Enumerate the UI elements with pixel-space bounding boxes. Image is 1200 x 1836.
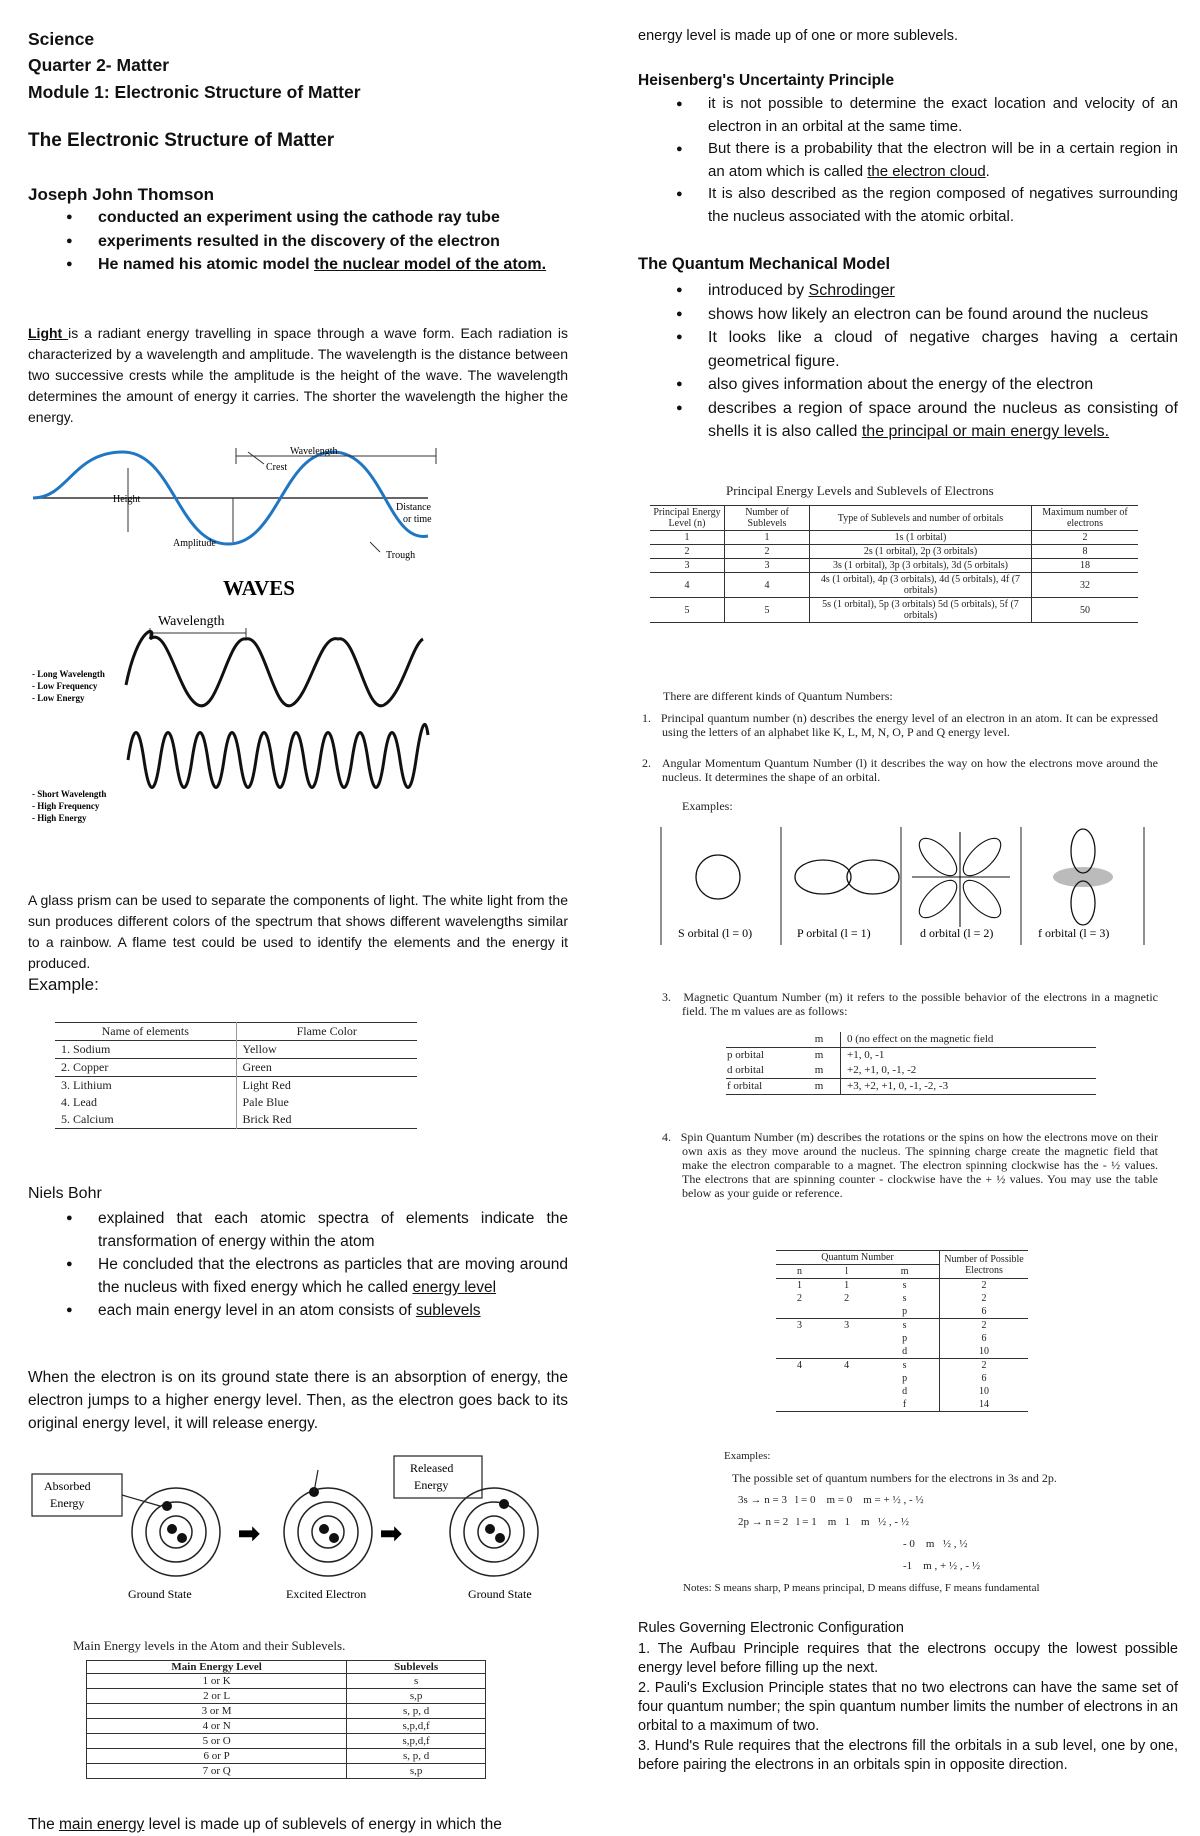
sublevel-cell: s,p,d,f [402, 1735, 430, 1747]
thomson-b3-underlined: the nuclear model of the atom. [314, 256, 547, 273]
magnetic-cell: d orbital [727, 1064, 764, 1076]
qn-cell [823, 1385, 870, 1398]
list-item [28, 206, 568, 230]
q1-number: 1. [642, 711, 661, 725]
bohr-b3-underlined: sublevels [415, 1302, 481, 1319]
low-energy-label: - Low Energy [32, 693, 85, 703]
table-row [776, 1305, 1028, 1319]
principal-header: Principal Energy Level (n) [650, 506, 725, 531]
list-item [28, 253, 568, 277]
absorbed-label-2: Energy [50, 1496, 85, 1510]
sublevel-cell: s [413, 1675, 419, 1687]
table-row [87, 1704, 486, 1719]
atom-ground-state-1 [132, 1488, 220, 1576]
thomson-b1: conducted an experiment using the cathode ray tube [98, 209, 500, 226]
prism-paragraph: A glass prism can be used to separate the components of light. The white light from the sun produces different colors of the spectrum that shows different wavelengths similar to a rainbow. A flame test could be used to identify the elements and the energy it produced. [28, 892, 568, 971]
table-row [650, 598, 1138, 623]
table-row [87, 1674, 486, 1689]
waves-figure [28, 575, 458, 855]
qn-cell: 3 [797, 1320, 803, 1331]
long-wavelength-label: - Long Wavelength [32, 669, 105, 679]
magnetic-cell: m [798, 1079, 841, 1095]
qn-header-group: Quantum Number [776, 1251, 940, 1265]
qn-example-row: - 0 m ½ , ½ [903, 1538, 968, 1550]
table-row [55, 1111, 417, 1129]
table-row [87, 1719, 486, 1734]
waves-title: WAVES [223, 576, 295, 600]
principal-cell: 4s (1 orbital), 4p (3 orbitals), 4d (5 orbitals), 4f (7 orbitals) [810, 573, 1032, 598]
principal-cell: 3 [650, 559, 725, 573]
principal-cell: 8 [1082, 546, 1088, 557]
qn-cell: 10 [979, 1346, 989, 1357]
rule-hund: 3. Hund's Rule requires that the electrons fill the orbitals in a sub level, one by one, before pairing the electrons in an orbitals spin in opposite direction. [638, 1738, 1178, 1773]
short-wavelength-label: - Short Wavelength [32, 789, 107, 799]
light-term: Light [28, 325, 69, 341]
table-row [776, 1292, 1028, 1305]
heisenberg-b2-underlined: the electron cloud [867, 162, 986, 180]
waves-wavelength-label: Wavelength [158, 614, 225, 629]
bohr-b1: explained that each atomic spectra of elements indicate the transformation of energy within the atom [98, 1210, 568, 1250]
flame-cell: Green [242, 1060, 272, 1074]
qn-cell [823, 1372, 870, 1385]
qmm-heading: The Quantum Mechanical Model [638, 255, 891, 273]
high-frequency-label: - High Frequency [32, 801, 100, 811]
table-row [726, 1063, 1096, 1079]
atom-excited [284, 1470, 372, 1576]
qn-cell: s [870, 1359, 939, 1373]
low-frequency-label: - Low Frequency [32, 681, 98, 691]
heisenberg-b1: it is not possible to determine the exact location and velocity of an electron in an orbital at the same time. [708, 95, 1178, 135]
sublevel-cell: s,p [409, 1765, 423, 1777]
rules-heading: Rules Governing Electronic Configuration [638, 1620, 904, 1636]
principal-header: Number of Sublevels [725, 506, 810, 531]
magnetic-cell: 0 (no effect on the magnetic field [847, 1033, 994, 1045]
wave-time-label: or time [403, 514, 432, 525]
principal-cell: 4 [650, 573, 725, 598]
qn-examples-intro: The possible set of quantum numbers for the electrons in 3s and 2p. [732, 1471, 1057, 1485]
level-cell: 1 or K [87, 1674, 347, 1689]
qn-cell: f [870, 1398, 939, 1412]
qn-header-electrons: Number of Possible Electrons [944, 1253, 1024, 1276]
level-cell: 4 or N [87, 1719, 347, 1734]
level-cell: 5 or O [87, 1734, 347, 1749]
qn-cell [776, 1332, 823, 1345]
level-cell: 6 or P [87, 1749, 347, 1764]
short-wave-path [128, 724, 428, 787]
qn-header-n: n [797, 1266, 803, 1277]
list-item [638, 183, 1178, 228]
flame-header-color: Flame Color [296, 1024, 357, 1038]
flame-cell: 1. Sodium [55, 1041, 236, 1059]
table-row [776, 1385, 1028, 1398]
list-item [28, 1299, 568, 1322]
principal-cell: 2s (1 orbital), 2p (3 orbitals) [810, 545, 1032, 559]
magnetic-cell: +3, +2, +1, 0, -1, -2, -3 [847, 1080, 949, 1092]
flame-cell: Pale Blue [242, 1095, 289, 1109]
principal-header: Type of Sublevels and number of orbitals [810, 506, 1032, 531]
flame-cell: 3. Lithium [55, 1077, 236, 1095]
table-row [776, 1398, 1028, 1412]
magnetic-cell: p orbital [727, 1049, 764, 1061]
page-title: The Electronic Structure of Matter [28, 130, 335, 151]
rule-aufbau: 1. The Aufbau Principle requires that the electrons occupy the lowest possible energy level before filling up the next. [638, 1641, 1178, 1676]
qn-cell: p [870, 1372, 939, 1385]
qn-cell: 1 [844, 1280, 850, 1291]
heisenberg-heading: Heisenberg's Uncertainty Principle [638, 72, 895, 89]
released-label-2: Energy [414, 1478, 449, 1492]
table-row [776, 1279, 1028, 1293]
principal-cell: 2 [725, 545, 810, 559]
module-title: Module 1: Electronic Structure of Matter [28, 82, 361, 102]
table-row [87, 1734, 486, 1749]
qn-cell [776, 1372, 823, 1385]
released-label-1: Released [410, 1461, 454, 1475]
qn-cell [776, 1398, 823, 1412]
heisenberg-b2-post: . [985, 162, 990, 180]
p-orbital-shape [795, 860, 899, 894]
magnetic-cell: f orbital [727, 1080, 763, 1092]
heisenberg-b3: It is also described as the region composed of negatives surrounding the nucleus associated with the atomic orbital. [708, 185, 1178, 225]
qn-cell [823, 1398, 870, 1412]
thomson-heading: Joseph John Thomson [28, 185, 215, 204]
q1-text: Principal quantum number (n) describes the energy level of an electron in an atom. It can be expressed using the letters of an alphabet like K, L, M, N, O, P and Q energy level. [660, 711, 1158, 739]
bohr-b2-underlined: energy level [412, 1279, 497, 1296]
table-row [650, 573, 1138, 598]
principal-cell: 5 [650, 598, 725, 623]
list-item [638, 397, 1178, 444]
thomson-list [28, 206, 568, 277]
arrow-right-icon: ➡ [380, 1518, 402, 1548]
qmm-b3: It looks like a cloud of negative charges having a certain geometrical figure. [708, 329, 1178, 370]
table-row [776, 1332, 1028, 1345]
wave-amplitude-label: Amplitude [173, 538, 216, 549]
qmm-b1: introduced by [708, 282, 809, 299]
heisenberg-list [638, 93, 1178, 228]
list-item [638, 93, 1178, 138]
magnetic-cell: +2, +1, 0, -1, -2 [847, 1064, 917, 1076]
table-row [650, 559, 1138, 573]
table-row [776, 1359, 1028, 1373]
flame-cell: Light Red [242, 1078, 291, 1092]
qmm-b4: also gives information about the energy of the electron [708, 376, 1094, 393]
principal-cell: 32 [1080, 579, 1090, 591]
qn-cell: 2 [981, 1293, 987, 1304]
qn-cell: 4 [844, 1360, 850, 1371]
table-row [650, 531, 1138, 545]
caption-ground-state-1: Ground State [128, 1587, 192, 1601]
q2-text: Angular Momentum Quantum Number (l) it describes the way on how the electrons move around the nucleus. It determines the shape of an orbital. [661, 756, 1158, 784]
qn-cell: 6 [981, 1306, 987, 1317]
quantum-numbers-intro: There are different kinds of Quantum Numbers: [663, 689, 893, 703]
d-orbital-shape [912, 832, 1010, 927]
magnetic-cell: m [798, 1048, 841, 1064]
qn-cell: 14 [979, 1399, 989, 1410]
list-item [28, 1253, 568, 1299]
absorbed-label-1: Absorbed [44, 1479, 91, 1493]
qn-cell: 4 [797, 1360, 803, 1371]
level-cell: 7 or Q [87, 1764, 347, 1779]
light-paragraph [28, 323, 568, 428]
table-row [87, 1689, 486, 1704]
list-item [638, 138, 1178, 183]
principal-cell: 4 [725, 573, 810, 598]
main-energy-paragraph [28, 1813, 568, 1836]
q3-paragraph [662, 990, 1158, 1018]
list-item [638, 373, 1178, 397]
main-energy-pre: The [28, 1816, 60, 1833]
q2-number: 2. [642, 756, 662, 770]
qmm-b1-underlined: Schrodinger [808, 282, 895, 299]
qn-header-m: m [870, 1265, 939, 1279]
qmm-b2: shows how likely an electron can be found around the nucleus [708, 305, 1149, 323]
caption-ground-state-2: Ground State [468, 1587, 532, 1601]
qn-cell [823, 1332, 870, 1345]
wave-wavelength-label: Wavelength [290, 446, 338, 457]
p-orbital-label: P orbital (l = 1) [797, 926, 871, 940]
caption-excited-electron: Excited Electron [286, 1587, 367, 1601]
wave-trough-label: Trough [386, 550, 416, 561]
table-row [776, 1345, 1028, 1359]
qmm-b5-underlined: the principal or main energy levels. [861, 423, 1110, 440]
q3-number: 3. [662, 990, 684, 1004]
principal-cell: 2 [650, 545, 725, 559]
flame-cell: 2. Copper [55, 1059, 236, 1077]
main-energy-post: level is made up of sublevels of energy in which the [144, 1816, 502, 1833]
table-row [55, 1059, 417, 1077]
qn-header-l: l [845, 1266, 849, 1277]
table-row [726, 1048, 1096, 1064]
principal-table-caption: Principal Energy Levels and Sublevels of Electrons [726, 483, 994, 498]
qn-cell: 10 [979, 1386, 989, 1397]
high-energy-label: - High Energy [32, 813, 87, 823]
flame-cell: Brick Red [242, 1112, 292, 1126]
table-row [55, 1041, 417, 1059]
s-orbital-shape [696, 855, 740, 899]
thomson-b3: He named his atomic model [98, 256, 315, 273]
principal-cell: 3s (1 orbital), 3p (3 orbitals), 3d (5 orbitals) [810, 559, 1032, 573]
principal-cell: 18 [1080, 560, 1090, 571]
sublevel-cell: s,p [409, 1690, 423, 1702]
qn-cell: 6 [981, 1373, 987, 1384]
qn-cell: d [870, 1345, 939, 1359]
list-item [638, 303, 1178, 327]
qn-cell: 2 [981, 1280, 987, 1291]
qn-cell: s [870, 1279, 939, 1293]
wave-crest-label: Crest [266, 462, 288, 473]
main-energy-underlined: main energy [59, 1816, 145, 1833]
qn-cell [823, 1305, 870, 1319]
qn-cell: 2 [797, 1293, 803, 1304]
principal-cell: 1s (1 orbital) [810, 531, 1032, 545]
arrow-right-icon: ➡ [238, 1518, 260, 1548]
magnetic-cell: +1, 0, -1 [847, 1049, 885, 1061]
table-row [55, 1094, 417, 1111]
d-orbital-label: d orbital (l = 2) [920, 926, 994, 940]
qn-cell [776, 1305, 823, 1319]
table-row [776, 1372, 1028, 1385]
energy-level-continuation: energy level is made up of one or more sublevels. [638, 28, 958, 44]
atom-ground-state-2 [450, 1488, 538, 1576]
long-wave-path [126, 631, 423, 706]
quantum-number-table [776, 1250, 1028, 1412]
magnetic-cell: m [798, 1063, 841, 1079]
wave-distance-label: Distance [396, 502, 431, 513]
table-row [650, 545, 1138, 559]
principal-energy-table [650, 505, 1138, 623]
qn-cell: 1 [797, 1280, 803, 1291]
sublevel-cell: s, p, d [402, 1750, 430, 1762]
qn-example-row: -1 m , + ½ , - ½ [903, 1560, 981, 1572]
wave-diagram [28, 440, 458, 570]
qn-cell: 2 [981, 1360, 987, 1371]
list-item [638, 326, 1178, 373]
principal-cell: 5s (1 orbital), 5p (3 orbitals) 5d (5 orbitals), 5f (7 orbitals) [810, 598, 1032, 623]
s-orbital-label: S orbital (l = 0) [678, 926, 753, 940]
table-row [87, 1749, 486, 1764]
thomson-b2: experiments resulted in the discovery of the electron [98, 232, 500, 250]
magnetic-cell: m [798, 1032, 841, 1048]
orbital-shapes-figure [660, 827, 1145, 945]
subject-label: Science [28, 29, 95, 49]
sublevel-cell: s,p,d,f [402, 1720, 430, 1732]
principal-header: Maximum number of electrons [1042, 507, 1128, 529]
orbital-examples-label: Examples: [682, 799, 733, 813]
qn-cell: 3 [844, 1320, 850, 1331]
principal-cell: 1 [725, 531, 810, 545]
bohr-heading: Niels Bohr [28, 1185, 102, 1202]
f-orbital-label: f orbital (l = 3) [1038, 926, 1110, 940]
q1-paragraph [642, 711, 1158, 739]
bohr-b2: He concluded that the electrons as particles that are moving around the nucleus with fixed energy which he called [98, 1256, 568, 1296]
ground-state-paragraph: When the electron is on its ground state there is an absorption of energy, the electron jumps to a higher energy level. Then, as the electron goes back to its original energy level, it will release energy. [28, 1369, 568, 1432]
rule-pauli: 2. Pauli's Exclusion Principle states that no two electrons can have the same set of four quantum number; the spin quantum number limits the number of electrons in an orbital to a maximum of two. [638, 1680, 1179, 1734]
qmm-b5: describes a region of space around the nucleus as consisting of shells it is also called [708, 399, 1178, 440]
light-text: is a radiant energy travelling in space through a wave form. Each radiation is characterized by a wavelength and amplitude. The wavelength is the distance between two successive crests while the amplitude is the height of the wave. The wavelength determines the amount of energy it carries. The shorter the wavelength the higher the energy. [28, 325, 569, 425]
qn-cell: d [870, 1385, 939, 1398]
qn-cell: s [870, 1292, 939, 1305]
magnetic-cell [726, 1032, 798, 1048]
flame-cell: 5. Calcium [55, 1111, 236, 1129]
bohr-list [28, 1207, 568, 1322]
q4-number: 4. [662, 1130, 681, 1144]
level-cell: 3 or M [87, 1704, 347, 1719]
qn-example-row: 2p → n = 2 l = 1 m 1 m ½ , - ½ [738, 1516, 909, 1528]
table-row [55, 1077, 417, 1095]
table-row [87, 1764, 486, 1779]
qn-example-row: 3s → n = 3 l = 0 m = 0 m = + ½ , - ½ [738, 1494, 924, 1506]
table-row [776, 1319, 1028, 1333]
q3-text: Magnetic Quantum Number (m) it refers to the possible behavior of the electrons in a magnetic field. The m values are as follows: [682, 990, 1159, 1018]
qn-cell: p [870, 1305, 939, 1319]
table-row [726, 1079, 1096, 1095]
bohr-b3: each main energy level in an atom consists of [98, 1302, 416, 1319]
principal-cell: 1 [650, 531, 725, 545]
list-item [28, 1207, 568, 1253]
main-levels-header-level: Main Energy Level [87, 1661, 347, 1674]
principal-cell: 3 [725, 559, 810, 573]
flame-header-name: Name of elements [55, 1023, 236, 1041]
level-cell: 2 or L [87, 1689, 347, 1704]
qn-cell [823, 1345, 870, 1359]
heisenberg-b2: But there is a probability that the electron will be in a certain region in an atom which is called [708, 140, 1178, 180]
q2-paragraph [642, 756, 1158, 784]
list-item [28, 230, 568, 254]
magnetic-table [726, 1032, 1096, 1095]
qn-notes: Notes: S means sharp, P means principal, D means diffuse, F means fundamental [683, 1582, 1040, 1594]
principal-cell: 50 [1080, 604, 1090, 616]
qn-cell: 2 [844, 1293, 850, 1304]
qmm-list [638, 279, 1178, 444]
quarter-label: Quarter 2- Matter [28, 55, 170, 75]
qn-cell: s [870, 1319, 939, 1333]
spin-text: Spin Quantum Number (m) describes the rotations or the spins on how the electrons move on their own axis as they move around the nucleus. The spinning charge create the magnetic field that make the electron comparable to a magnet. The electron spinning clockwise has the - ½ values. The electrons that are spinning counter - clockwise have the + ½ values. You may use the table below as your guide or reference. [680, 1130, 1158, 1200]
principal-cell: 5 [725, 598, 810, 623]
qn-cell: 6 [981, 1333, 987, 1344]
principal-cell: 2 [1082, 532, 1088, 543]
sublevel-cell: s, p, d [402, 1705, 430, 1717]
wave-height-label: Height [113, 494, 141, 505]
qn-examples-label: Examples: [724, 1450, 771, 1462]
qn-cell: p [870, 1332, 939, 1345]
main-levels-table [86, 1660, 486, 1779]
main-levels-header-sublevels: Sublevels [394, 1661, 439, 1673]
energy-transition-diagram [28, 1452, 568, 1602]
flame-cell: 4. Lead [55, 1094, 236, 1111]
example-label: Example: [28, 975, 99, 994]
flame-cell: Yellow [242, 1042, 277, 1056]
list-item [638, 279, 1178, 303]
qn-cell: 2 [981, 1320, 987, 1331]
flame-table [55, 1022, 417, 1129]
qn-cell [776, 1345, 823, 1359]
main-levels-caption: Main Energy levels in the Atom and their Sublevels. [73, 1638, 346, 1653]
spin-paragraph [662, 1130, 1158, 1200]
table-row [726, 1032, 1096, 1048]
f-orbital-shape [1053, 829, 1113, 925]
qn-cell [776, 1385, 823, 1398]
